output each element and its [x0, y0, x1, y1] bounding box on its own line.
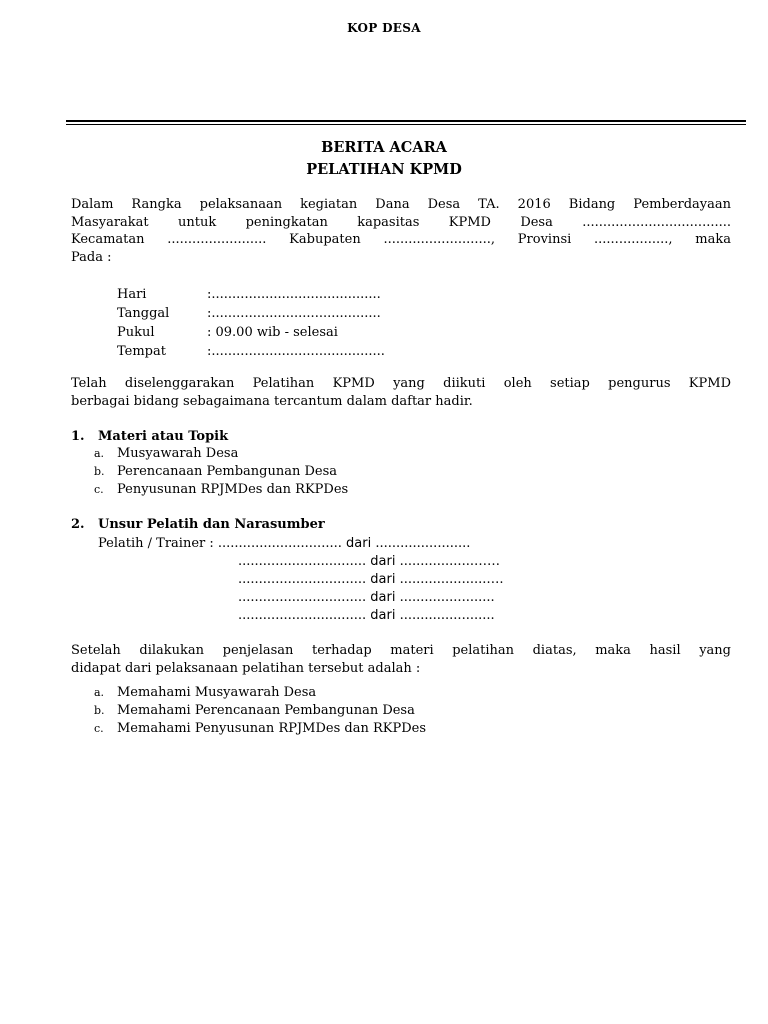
statement-line: Telah diselenggarakan Pelatihan KPMD yang diikuti oleh setiap pengurus KPMD — [71, 376, 731, 391]
list-marker: b. — [94, 465, 105, 478]
list-marker: c. — [94, 483, 104, 496]
section-title: Materi atau Topik — [98, 429, 229, 444]
intro-paragraph — [71, 196, 731, 266]
list-item — [94, 684, 426, 702]
intro-line: Dalam Rangka pelaksanaan kegiatan Dana Desa TA. 2016 Bidang Pemberdayaan — [71, 197, 731, 212]
statement-paragraph — [71, 375, 731, 410]
detail-row-hari — [117, 285, 385, 304]
detail-label: Hari — [117, 287, 147, 302]
detail-label: Tanggal — [117, 306, 170, 321]
result-line: Setelah dilakukan penjelasan terhadap materi pelatihan diatas, maka hasil yang — [71, 643, 731, 658]
document-subtitle: PELATIHAN KPMD — [306, 161, 462, 178]
detail-value: : 09.00 wib - selesai — [207, 325, 338, 340]
list-text: Musyawarah Desa — [117, 446, 239, 461]
dari-label: dari — [370, 572, 396, 587]
statement-line: berbagai bidang sebagaimana tercantum dalam daftar hadir. — [71, 393, 473, 409]
list-item — [94, 702, 426, 720]
trainer-row — [98, 535, 470, 553]
list-text: Memahami Penyusunan RPJMDes dan RKPDes — [117, 721, 427, 736]
header-rule-thin — [66, 124, 746, 125]
intro-line: Kecamatan ........................ Kabupaten .........................., Provinsi .................., maka — [71, 232, 731, 247]
detail-value: :.......................................... — [207, 344, 385, 359]
list-text: Memahami Perencanaan Pembangunan Desa — [117, 703, 415, 718]
intro-line: Pada : — [71, 249, 112, 265]
trainer-name: ............................... — [238, 608, 367, 623]
trainer-origin: ..................…… — [399, 554, 500, 569]
trainer-name: ............................... — [238, 554, 367, 569]
result-paragraph — [71, 642, 731, 677]
section-2-heading — [71, 517, 325, 532]
detail-value: :......................................... — [207, 306, 381, 321]
result-list — [94, 684, 426, 738]
event-details — [117, 285, 385, 361]
detail-row-tempat — [117, 342, 385, 361]
trainer-name: ............................... — [238, 590, 367, 605]
trainer-row — [238, 553, 500, 571]
dari-label: dari — [370, 590, 396, 605]
list-marker: a. — [94, 447, 105, 460]
list-item — [94, 445, 348, 463]
trainer-origin: .....................…. — [399, 572, 504, 587]
list-marker: c. — [94, 722, 104, 735]
result-line: didapat dari pelaksanaan pelatihan tersebut adalah : — [71, 660, 421, 676]
list-text: Memahami Musyawarah Desa — [117, 685, 317, 700]
detail-row-tanggal — [117, 304, 385, 323]
trainer-origin: ....................... — [399, 590, 495, 605]
dari-label: dari — [370, 608, 396, 623]
intro-line: Masyarakat untuk peningkatan kapasitas KPMD Desa .................................... — [71, 214, 731, 230]
detail-row-pukul — [117, 323, 385, 342]
section-number: 2. — [71, 517, 85, 532]
list-text: Perencanaan Pembangunan Desa — [117, 464, 338, 479]
section-1-list — [94, 445, 348, 499]
list-text: Penyusunan RPJMDes dan RKPDes — [117, 482, 349, 497]
dari-label: dari — [370, 554, 396, 569]
detail-label: Pukul — [117, 325, 155, 340]
list-item — [94, 463, 348, 481]
section-1-heading — [71, 429, 228, 444]
section-number: 1. — [71, 429, 85, 444]
detail-label: Tempat — [117, 344, 166, 359]
letterhead-placeholder: KOP DESA — [347, 21, 421, 35]
header-rule-thick — [66, 120, 746, 122]
list-marker: a. — [94, 686, 105, 699]
list-marker: b. — [94, 704, 105, 717]
trainer-name: ............................... — [238, 572, 367, 587]
trainer-label: Pelatih / Trainer : .............................. — [98, 536, 342, 551]
detail-value: :......................................... — [207, 287, 381, 302]
list-item — [94, 720, 426, 738]
document-title: BERITA ACARA — [321, 139, 447, 156]
trainer-origin: ....................... — [375, 536, 471, 551]
trainer-origin: ....................... — [399, 608, 495, 623]
dari-label: dari — [346, 536, 372, 551]
section-title: Unsur Pelatih dan Narasumber — [98, 517, 325, 532]
trainer-row — [238, 607, 495, 625]
trainer-row — [238, 589, 495, 607]
trainer-row — [238, 571, 504, 589]
list-item — [94, 481, 348, 499]
